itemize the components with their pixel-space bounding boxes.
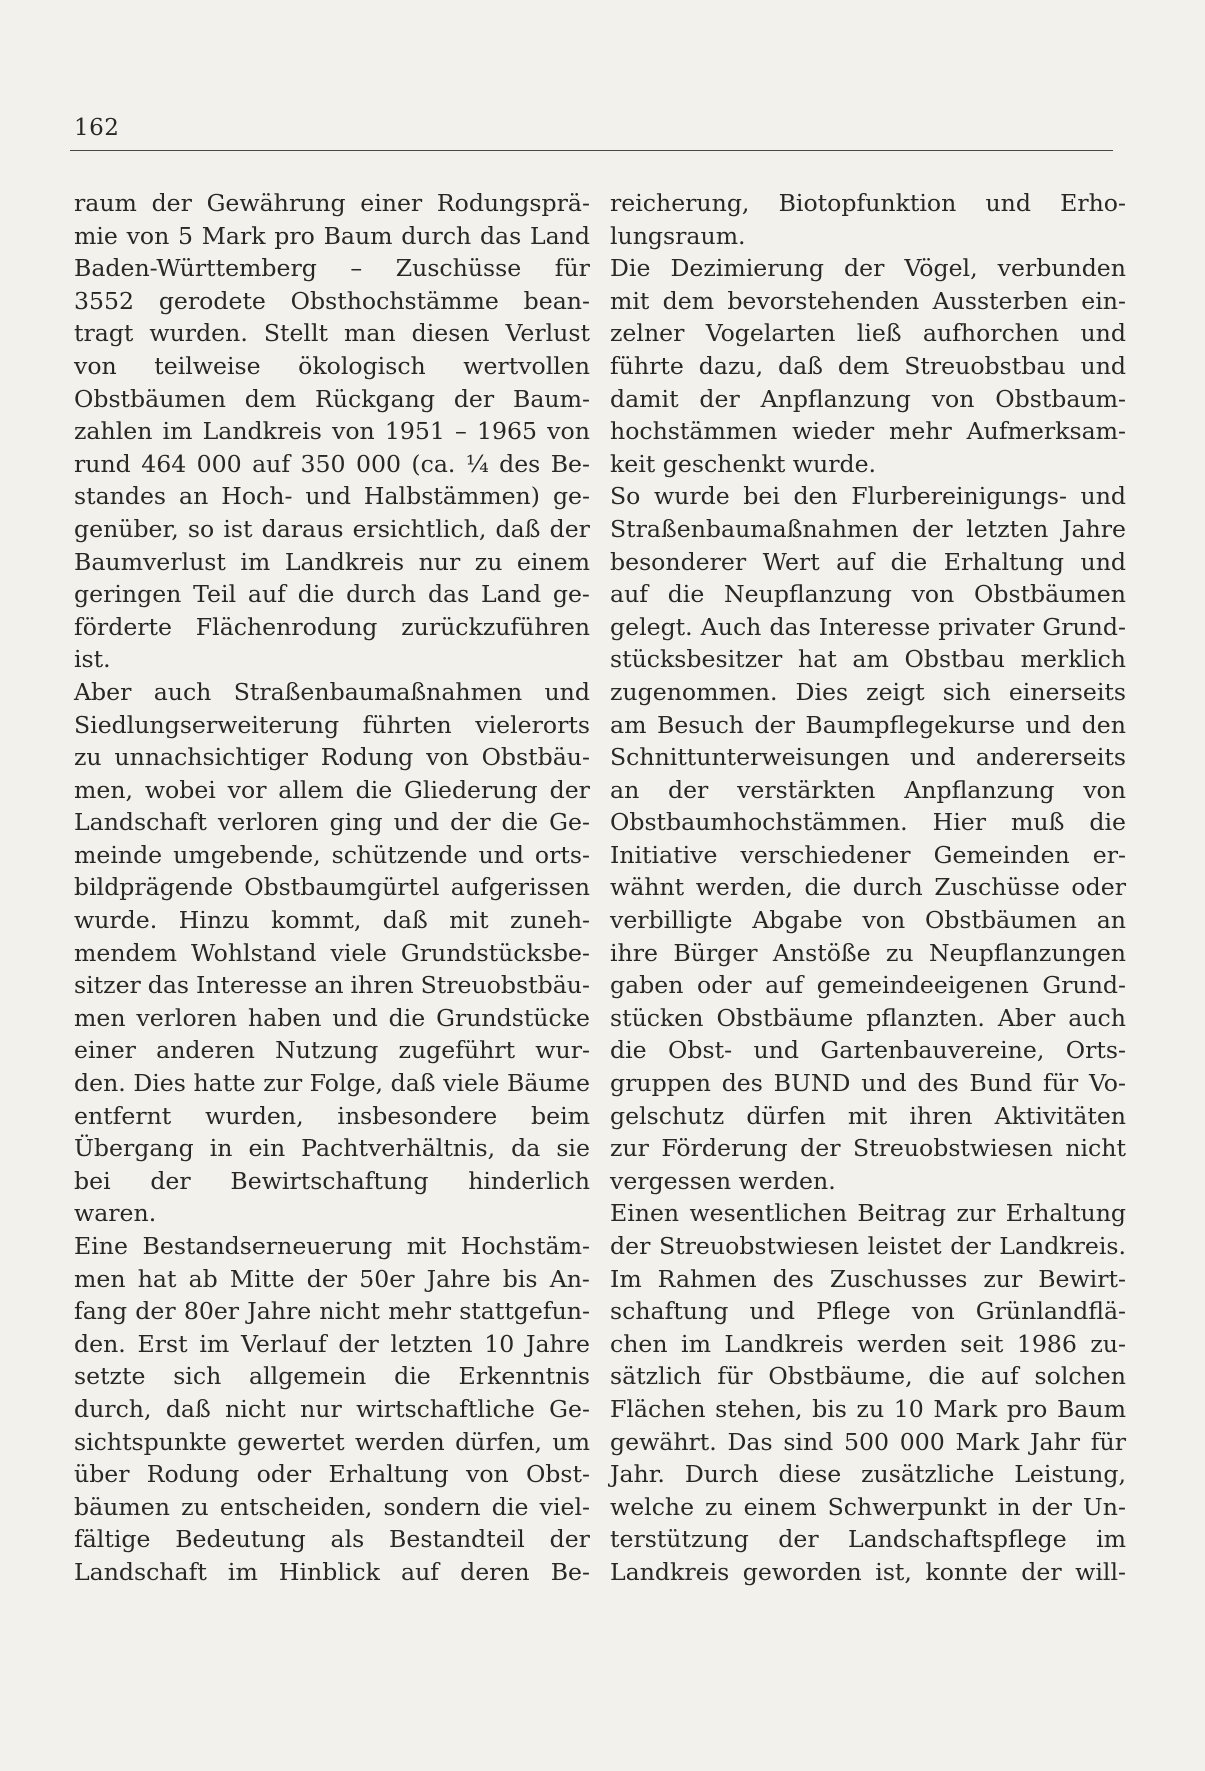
text-line: den. Dies hatte zur Folge, daß viele Bäume [74,1069,590,1098]
text-line: lungsraum. [610,221,746,250]
text-line: fältige Bedeutung als Bestandteil der [74,1525,590,1554]
text-line: mie von 5 Mark pro Baum durch das Land [74,221,590,250]
text-line: So wurde bei den Flurbereinigungs- und [610,482,1126,511]
text-line: entfernt wurden, insbesondere beim [74,1101,590,1130]
text-line: Siedlungserweiterung führten vielerorts [74,710,590,739]
text-line: bäumen zu entscheiden, sondern die viel- [74,1492,590,1521]
text-line: bei der Bewirtschaftung hinderlich [74,1166,590,1195]
text-line: stücken Obstbäume pflanzten. Aber auch [610,1003,1126,1032]
text-line: Landschaft verloren ging und der die Ge- [74,808,590,837]
text-line: am Besuch der Baumpflegekurse und den [610,710,1126,739]
text-line: Obstbaumhochstämmen. Hier muß die [610,808,1126,837]
text-line: Die Dezimierung der Vögel, verbunden [610,254,1126,283]
text-line: men, wobei vor allem die Gliederung der [74,775,590,804]
text-line: gelschutz dürfen mit ihren Aktivitäten [610,1101,1126,1130]
text-line: bildprägende Obstbaumgürtel aufgerissen [74,873,590,902]
text-line: den. Erst im Verlauf der letzten 10 Jahre [74,1329,590,1358]
text-line: men hat ab Mitte der 50er Jahre bis An- [74,1264,590,1293]
text-line: meinde umgebende, schützende und orts- [74,840,590,869]
header-rule [70,150,1113,151]
text-line: ihre Bürger Anstöße zu Neupflanzungen [610,938,1126,967]
text-line: Übergang in ein Pachtverhältnis, da sie [74,1134,590,1163]
text-line: über Rodung oder Erhaltung von Obst- [74,1460,590,1489]
text-line: Landkreis geworden ist, konnte der will- [610,1557,1126,1586]
text-line: zugenommen. Dies zeigt sich einerseits [610,677,1126,706]
text-line: Landschaft im Hinblick auf deren Be- [74,1557,590,1586]
text-line: Aber auch Straßenbaumaßnahmen und [74,677,590,706]
left-column [74,187,590,1589]
text-line: gruppen des BUND und des Bund für Vo- [610,1069,1126,1098]
text-line: sitzer das Interesse an ihren Streuobstbäu- [74,971,590,1000]
text-line: stücksbesitzer hat am Obstbau merklich [610,645,1126,674]
text-line: reicherung, Biotopfunktion und Erho- [610,189,1126,217]
text-line: verbilligte Abgabe von Obstbäumen an [610,906,1126,935]
text-line: gelegt. Auch das Interesse privater Grund- [610,612,1126,641]
text-line: durch, daß nicht nur wirtschaftliche Ge- [74,1394,590,1423]
text-line: zahlen im Landkreis von 1951 – 1965 von [74,417,590,446]
text-line: sätzlich für Obstbäume, die auf solchen [610,1362,1126,1391]
text-line: Einen wesentlichen Beitrag zur Erhaltung [610,1199,1126,1228]
text-line: ist. [74,645,111,674]
text-line: tragt wurden. Stellt man diesen Verlust [74,319,590,348]
text-line: von teilweise ökologisch wertvollen [74,351,590,380]
text-line: Flächen stehen, bis zu 10 Mark pro Baum [610,1394,1126,1423]
text-line: terstützung der Landschaftspflege im [610,1525,1126,1554]
text-line: vergessen werden. [610,1166,836,1195]
text-line: raum der Gewährung einer Rodungsprä- [74,189,590,217]
text-line: Eine Bestandserneuerung mit Hochstäm- [74,1232,590,1260]
text-line: wurde. Hinzu kommt, daß mit zuneh- [74,906,590,935]
text-line: Schnittunterweisungen und andererseits [610,743,1126,772]
text-line: chen im Landkreis werden seit 1986 zu- [610,1329,1126,1358]
text-line: zur Förderung der Streuobstwiesen nicht [610,1134,1126,1163]
text-line: Baden-Württemberg – Zuschüsse für [74,254,590,283]
text-line: sichtspunkte gewertet werden dürfen, um [74,1427,590,1456]
text-line: Jahr. Durch diese zusätzliche Leistung, [610,1460,1126,1489]
text-line: Straßenbaumaßnahmen der letzten Jahre [610,514,1126,543]
text-line: zelner Vogelarten ließ aufhorchen und [610,319,1126,348]
text-line: Obstbäumen dem Rückgang der Baum- [74,384,590,413]
text-line: Baumverlust im Landkreis nur zu einem [74,547,590,576]
text-line: Initiative verschiedener Gemeinden er- [610,840,1126,869]
text-line: Im Rahmen des Zuschusses zur Bewirt- [610,1264,1126,1293]
text-line: waren. [74,1199,157,1228]
text-line: gaben oder auf gemeindeeigenen Grund- [610,971,1126,1000]
text-line: damit der Anpflanzung von Obstbaum- [610,384,1126,413]
text-line: zu unnachsichtiger Rodung von Obstbäu- [74,743,590,772]
right-column [610,187,1126,1589]
text-line: setzte sich allgemein die Erkenntnis [74,1362,590,1391]
text-line: führte dazu, daß dem Streuobstbau und [610,351,1126,380]
text-line: men verloren haben und die Grundstücke [74,1003,590,1032]
text-line: genüber, so ist daraus ersichtlich, daß der [74,514,590,543]
text-line: förderte Flächenrodung zurückzuführen [74,612,590,641]
text-line: fang der 80er Jahre nicht mehr stattgefun- [74,1297,590,1326]
text-line: schaftung und Pflege von Grünlandflä- [610,1297,1126,1326]
page-number: 162 [74,115,120,141]
text-line: standes an Hoch- und Halbstämmen) ge- [74,482,590,511]
text-line: keit geschenkt wurde. [610,449,877,478]
text-line: besonderer Wert auf die Erhaltung und [610,547,1126,576]
text-line: mit dem bevorstehenden Aussterben ein- [610,286,1126,315]
text-line: auf die Neupflanzung von Obstbäumen [610,580,1126,609]
text-line: 3552 gerodete Obsthochstämme bean- [74,286,590,315]
text-line: wähnt werden, die durch Zuschüsse oder [610,873,1126,902]
text-line: welche zu einem Schwerpunkt in der Un- [610,1492,1126,1521]
text-line: hochstämmen wieder mehr Aufmerksam- [610,417,1126,446]
text-line: der Streuobstwiesen leistet der Landkreis. [610,1232,1126,1260]
text-line: rund 464 000 auf 350 000 (ca. ¼ des Be- [74,449,590,478]
text-line: geringen Teil auf die durch das Land ge- [74,580,590,609]
text-line: gewährt. Das sind 500 000 Mark Jahr für [610,1427,1126,1456]
text-line: an der verstärkten Anpflanzung von [610,775,1126,804]
text-line: einer anderen Nutzung zugeführt wur- [74,1036,590,1065]
text-line: mendem Wohlstand viele Grundstücksbe- [74,938,590,967]
text-line: die Obst- und Gartenbauvereine, Orts- [610,1036,1126,1065]
